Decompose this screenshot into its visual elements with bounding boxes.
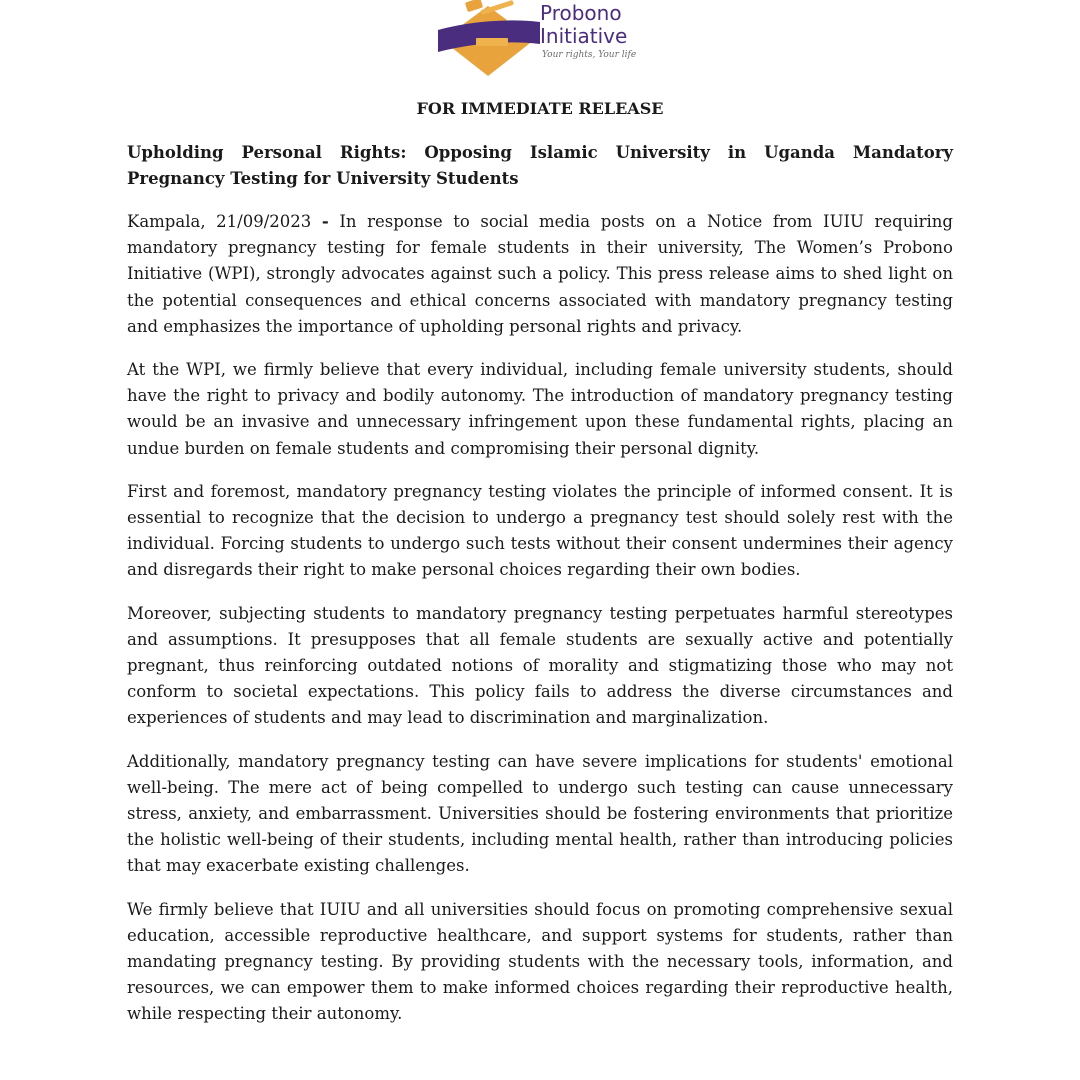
paragraph-1 xyxy=(127,209,953,340)
paragraph-6: We firmly believe that IUIU and all universities should focus on promoting comprehensive sexual education, accessible reproductive healthcare, and support systems for students, rather than mandating pregnancy testing. By providing students with the necessary tools, information, and resources, we can empower them to make informed choices regarding their reproductive health, while respecting their autonomy. xyxy=(127,899,953,1024)
organization-logo xyxy=(436,0,646,80)
paragraph-5: Additionally, mandatory pregnancy testing can have severe implications for students' emotional well-being. The mere act of being compelled to undergo such testing can cause unnecessary stress, anxiety, and embarrassment. Universities should be fostering environments that prioritize the holistic well-being of their students, including mental health, rather than introducing policies that may exacerbate existing challenges. xyxy=(127,751,953,876)
release-label: FOR IMMEDIATE RELEASE xyxy=(416,99,664,118)
dateline-separator: - xyxy=(321,212,329,231)
paragraph-4: Moreover, subjecting students to mandatory pregnancy testing perpetuates harmful stereotypes and assumptions. It presupposes that all female students are sexually active and potentially pregnant, thus reinforcing outdated notions of morality and stigmatizing those who may not conform to societal expectations. This policy fails to address the diverse circumstances and experiences of students and may lead to discrimination and marginalization. xyxy=(127,603,953,728)
dateline: Kampala, 21/09/2023 xyxy=(127,212,312,231)
headline: Upholding Personal Rights: Opposing Islamic University in Uganda Mandatory Pregnancy Testing for University Students xyxy=(127,143,953,188)
logo-name-line1: Probono xyxy=(540,1,622,25)
press-release-body xyxy=(127,140,953,1045)
logo-name-line2: Initiative xyxy=(540,24,628,48)
paragraph-2: At the WPI, we firmly believe that every individual, including female university students, should have the right to privacy and bodily autonomy. The introduction of mandatory pregnancy testing would be an invasive and unnecessary infringement upon these fundamental rights, placing an undue burden on female students and compromising their personal dignity. xyxy=(127,360,953,458)
gavel-logo-icon xyxy=(436,0,540,80)
paragraph-3: First and foremost, mandatory pregnancy testing violates the principle of informed consent. It is essential to recognize that the decision to undergo a pregnancy test should solely rest with the individual. Forcing students to undergo such tests without their consent undermines their agency and disregards their right to make personal choices regarding their own bodies. xyxy=(127,481,953,580)
logo-tagline: Your rights, Your life xyxy=(542,50,637,60)
paragraph-1-text: In response to social media posts on a Notice from IUIU requiring mandatory pregnancy testing for female students in their university, The Women’s Probono Initiative (WPI), strongly advocates against such a policy. This press release aims to shed light on the potential consequences and ethical concerns associated with mandatory pregnancy testing and emphasizes the importance of upholding personal rights and privacy. xyxy=(127,212,953,336)
